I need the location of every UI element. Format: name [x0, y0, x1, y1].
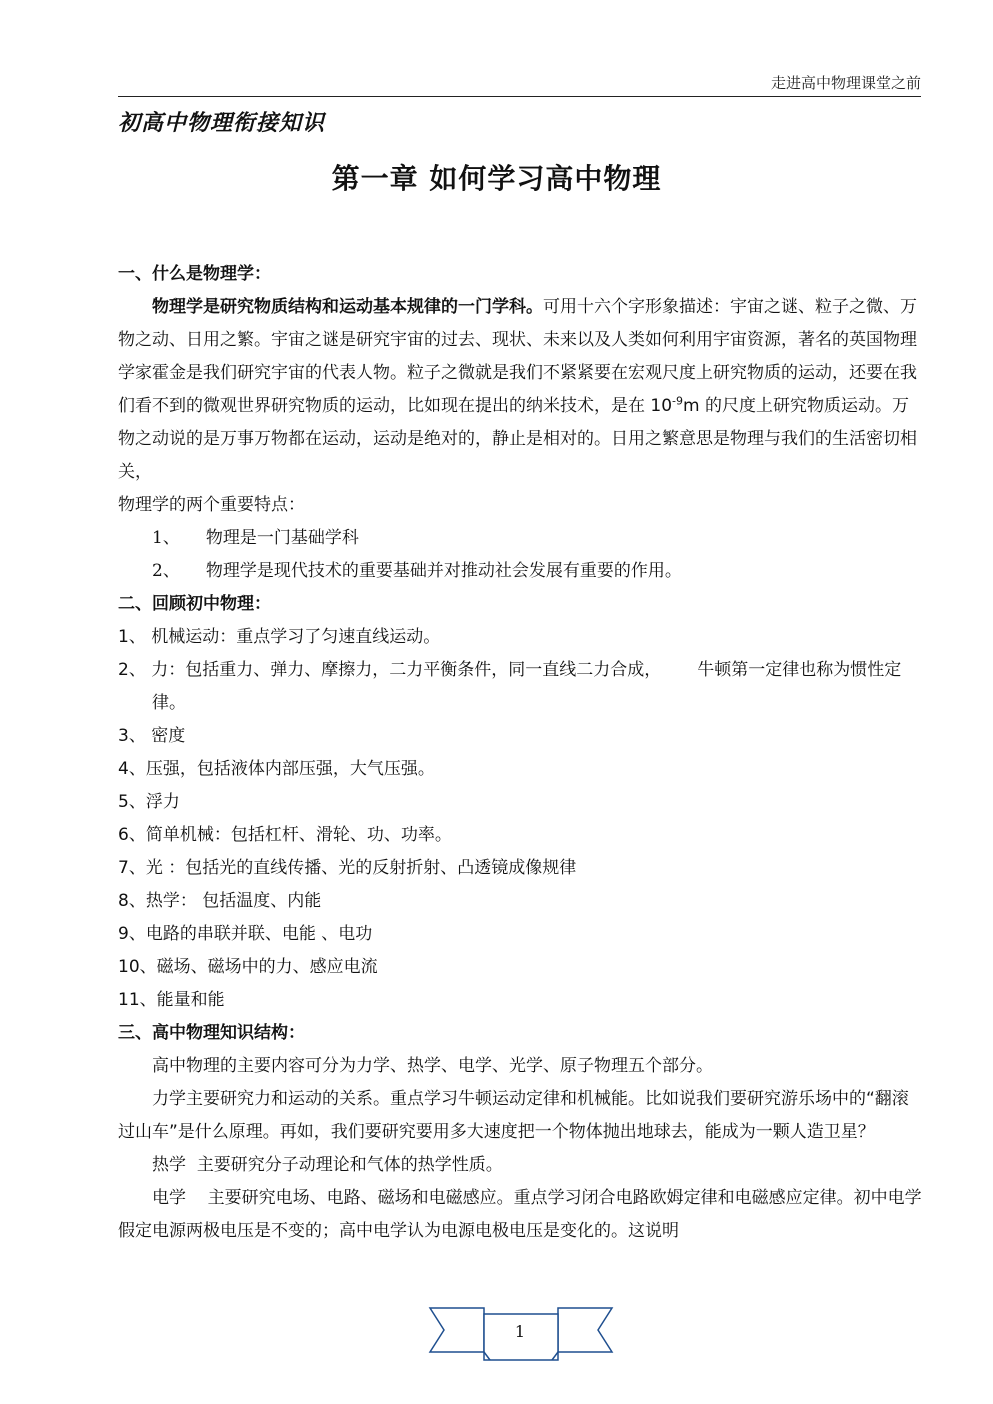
list-item [118, 786, 922, 819]
list-item [118, 522, 922, 555]
paragraph-text: 主要研究电场、电路、磁场和电磁感应。重点学习闭合电路欧姆定律和电磁感应定律。初中电学假定电源两极电压是不变的；高中电学认为电源电极电压是变化的。这说明 [118, 1188, 922, 1241]
list-item [118, 918, 922, 951]
paragraph: 高中物理的主要内容可分为力学、热学、电学、光学、原子物理五个部分。 [152, 1056, 713, 1076]
running-header: 走进高中物理课堂之前 [770, 74, 921, 92]
list-text: 浮力 [145, 792, 180, 812]
definition-bold: 物理学是研究物质结构和运动基本规律的一门学科。 [152, 297, 543, 317]
list-text: 光 ：包括光的直线传播、光的反射折射、凸透镜成像规律 [145, 858, 577, 878]
section-heading: 二、回顾初中物理： [118, 594, 271, 614]
list-text: 磁场、磁场中的力、感应电流 [156, 957, 378, 977]
list-item [118, 753, 922, 786]
list-number: 4、 [118, 759, 146, 779]
header-rule [118, 96, 921, 97]
list-text: 能量和能 [156, 990, 225, 1010]
paragraph [118, 291, 922, 489]
list-item [118, 654, 922, 720]
list-text: 机械运动：重点学习了匀速直线运动。 [151, 627, 441, 647]
list-text: 压强，包括液体内部压强，大气压强。 [145, 759, 435, 779]
list-number: 5、 [118, 792, 146, 812]
list-number: 1、 [118, 627, 146, 647]
list-item [118, 621, 922, 654]
list-text: 力：包括重力、弹力、摩擦力，二力平衡条件，同一直线二力合成， [151, 660, 662, 680]
paragraph [118, 1149, 922, 1182]
list-number: 8、 [118, 891, 146, 911]
exponent: -9 [672, 394, 684, 408]
list-number: 6、 [118, 825, 146, 845]
list-item [118, 720, 922, 753]
list-item [118, 984, 922, 1017]
paragraph [118, 1182, 922, 1248]
list-number: 7、 [118, 858, 146, 878]
list-text: 热学： 包括温度、内能 [145, 891, 322, 911]
list-number: 9、 [118, 924, 146, 944]
list-number: 2、 [152, 561, 180, 581]
paragraph-text: m 的尺度上研究物质运动。万物之动说的是万事万物都在运动，运动是绝对的，静止是相对的。日用之繁意思是物理与我们的生活密切相关， [118, 396, 917, 482]
list-text: 电路的串联并联、电能 、电功 [145, 924, 373, 944]
list-text: 牛顿第一定律也称为惯性定律。 [152, 660, 902, 713]
document-kicker: 初高中物理衔接知识 [118, 110, 326, 136]
chapter-title: 第一章 如何学习高中物理 [331, 162, 662, 195]
list-number: 10、 [118, 957, 157, 977]
paragraph-label: 电学 [152, 1188, 186, 1208]
paragraph-text: 可用十六个字形象描述：宇宙之谜、粒子之微、万物之动、日用之繁。宇宙之谜是研究宇宙的过去、现状、未来以及人类如何利用宇宙资源，著名的英国物理学家霍金是我们研究宇宙的代表人物。粒子之微就是我们不紧紧要在宏观尺度上研究物质的运动，还要在我们看不到的微观世界研究物质的运动，比如现在提出的纳米技术，是在 10 [118, 297, 917, 416]
list-number: 11、 [118, 990, 157, 1010]
list-item [118, 555, 922, 588]
page-number: 1 [514, 1322, 526, 1341]
list-text: 物理是一门基础学科 [205, 528, 359, 548]
list-item [118, 852, 922, 885]
list-text: 密度 [151, 726, 186, 746]
paragraph: 力学主要研究力和运动的关系。重点学习牛顿运动定律和机械能。比如说我们要研究游乐场中的“翻滚过山车”是什么原理。再如，我们要研究要用多大速度把一个物体抛出地球去，能成为一颗人造卫星？ [118, 1089, 909, 1142]
list-item [118, 951, 922, 984]
section-heading: 三、高中物理知识结构： [118, 1023, 305, 1043]
list-number: 1、 [152, 528, 180, 548]
list-text: 物理学是现代技术的重要基础并对推动社会发展有重要的作用。 [205, 561, 682, 581]
list-item [118, 819, 922, 852]
features-intro: 物理学的两个重要特点： [118, 495, 305, 515]
document-body [118, 258, 922, 1248]
list-text: 简单机械：包括杠杆、滑轮、功、功率。 [145, 825, 452, 845]
list-item [118, 885, 922, 918]
section-heading: 一、什么是物理学： [118, 264, 271, 284]
paragraph-text: 主要研究分子动理论和气体的热学性质。 [196, 1155, 503, 1175]
list-number: 2、 [118, 660, 146, 680]
paragraph-label: 热学 [152, 1155, 186, 1175]
list-number: 3、 [118, 726, 146, 746]
